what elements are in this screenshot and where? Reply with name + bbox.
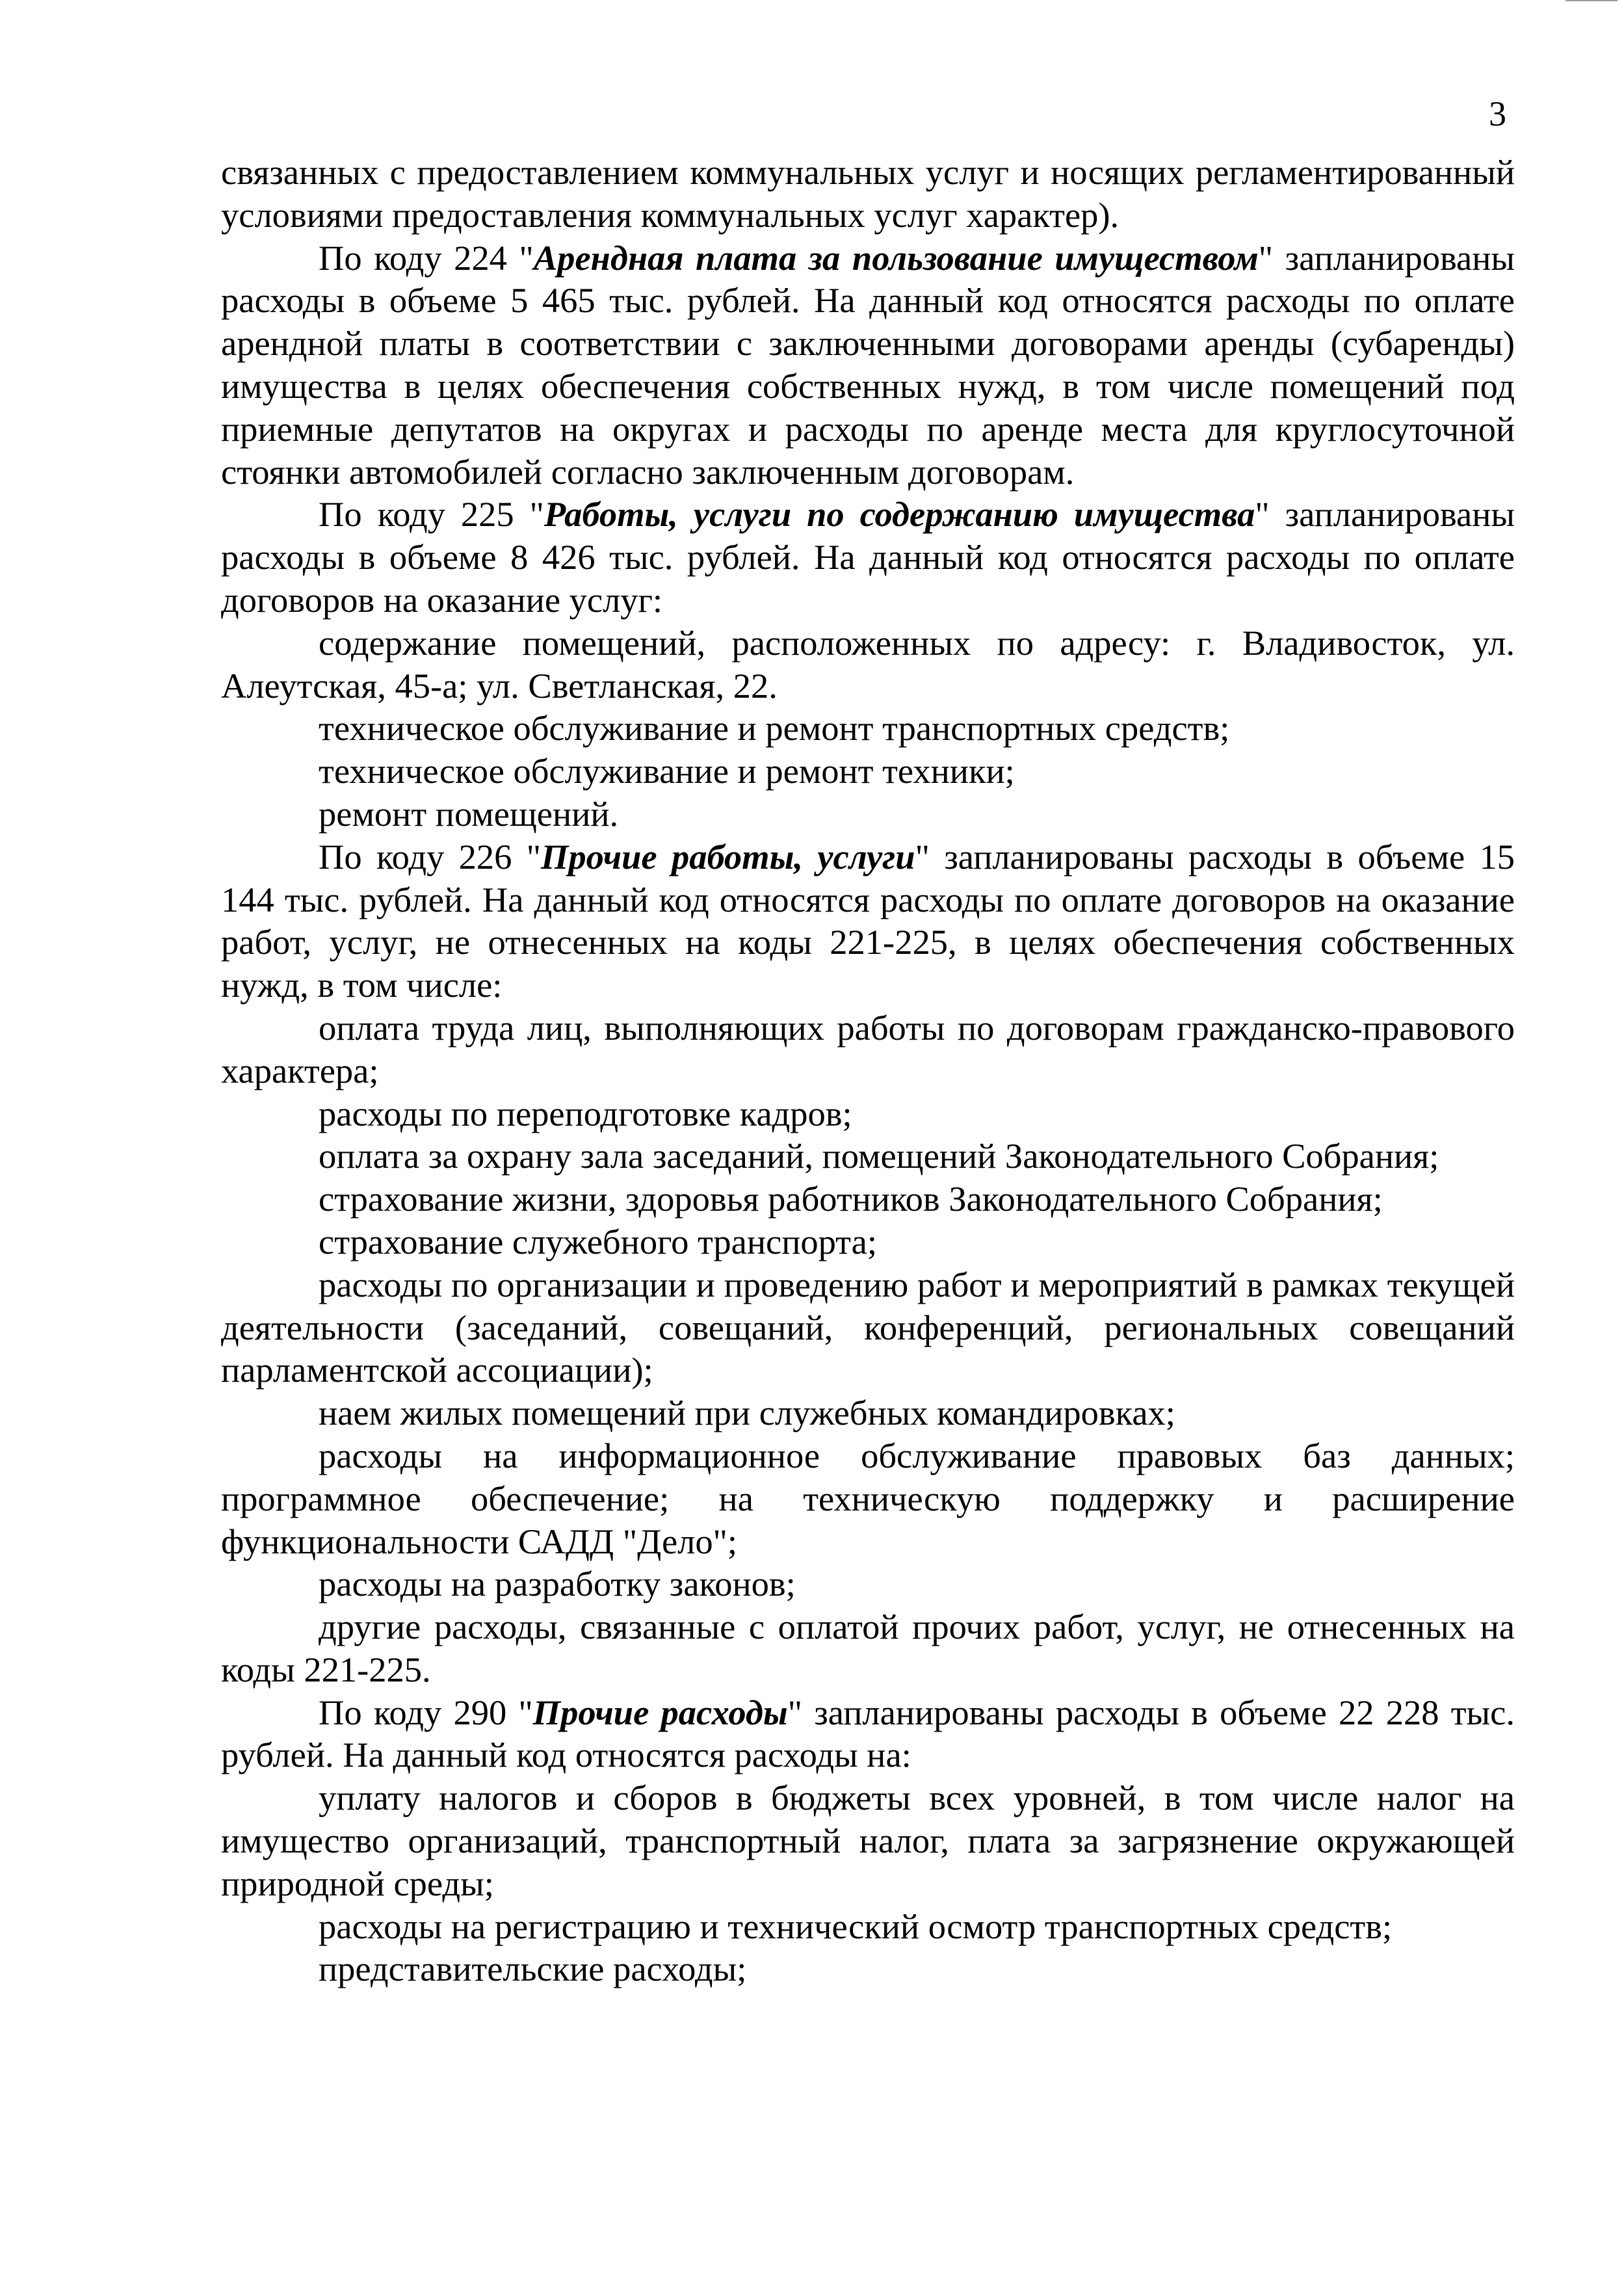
list-item-text: техническое обслуживание и ремонт техники; <box>319 751 1015 791</box>
list-item-text: страхование служебного транспорта; <box>319 1221 877 1261</box>
list-item-text: другие расходы, связанные с оплатой прочих работ, услуг, не отнесенных на коды 221-225. <box>221 1607 1515 1689</box>
list-item-text: ремонт помещений. <box>319 793 619 834</box>
code-description: " запланированы расходы в объеме 8 426 тыс. рублей. На данный код относятся расходы по оплате договоров на оказание услуг: <box>221 494 1515 620</box>
list-item-text: оплата за охрану зала заседаний, помещений Законодательного Собрания; <box>319 1136 1439 1176</box>
code-description: " запланированы расходы в объеме 15 144 тыс. рублей. На данный код относятся расходы по оплате договоров на оказание работ, услуг, не отнесенных на коды 221-225, в целях обеспечения собственных нужд, в том числе: <box>221 836 1515 1005</box>
paragraph-code-290 <box>221 1691 1515 1777</box>
list-item <box>221 1947 1515 1990</box>
list-item-text: уплату налогов и сборов в бюджеты всех уровней, в том числе налог на имущество организаций, транспортный налог, плата за загрязнение окружающей природной среды; <box>221 1778 1515 1903</box>
list-item <box>221 1007 1515 1092</box>
code-title-224: Арендная плата за пользование имуществом <box>533 237 1259 278</box>
code-intro: По коду 290 " <box>319 1692 533 1732</box>
list-item <box>221 1605 1515 1691</box>
list-item <box>221 1562 1515 1605</box>
list-item <box>221 750 1515 793</box>
list-item-text: расходы на регистрацию и технический осмотр транспортных средств; <box>319 1906 1393 1946</box>
list-item-text: страхование жизни, здоровья работников Законодательного Собрания; <box>319 1179 1383 1219</box>
code-description: " запланированы расходы в объеме 22 228 тыс. рублей. На данный код относятся расходы на: <box>221 1692 1515 1775</box>
list-item-text: расходы по переподготовке кадров; <box>319 1093 852 1133</box>
list-item-text: наем жилых помещений при служебных командировках; <box>319 1393 1175 1433</box>
list-item-text: содержание помещений, расположенных по адресу: г. Владивосток, ул. Алеутская, 45-а; ул. Светланская, 22. <box>221 622 1515 705</box>
paragraph-text: связанных с предоставлением коммунальных услуг и носящих регламентированный условиями предоставления коммунальных услуг характер). <box>221 152 1515 235</box>
paragraph-code-225 <box>221 493 1515 621</box>
list-item <box>221 1905 1515 1948</box>
list-item <box>221 622 1515 707</box>
list-item <box>221 707 1515 750</box>
code-title-290: Прочие расходы <box>532 1692 788 1732</box>
list-item-text: расходы на информационное обслуживание правовых баз данных; программное обеспечение; на техническую поддержку и расширение функциональности САДД "Дело"; <box>221 1435 1515 1561</box>
list-item <box>221 1434 1515 1562</box>
list-item <box>221 1391 1515 1434</box>
list-item-text: оплата труда лиц, выполняющих работы по договорам гражданско-правового характера; <box>221 1007 1515 1090</box>
document-body <box>221 151 1515 1990</box>
list-item-text: техническое обслуживание и ремонт транспортных средств; <box>319 708 1230 748</box>
code-intro: По коду 225 " <box>319 494 544 534</box>
list-item <box>221 1776 1515 1905</box>
list-item-text: представительские расходы; <box>319 1949 747 1989</box>
list-item <box>221 793 1515 836</box>
scan-edge-mark <box>1565 0 1617 4</box>
page-number: 3 <box>1489 94 1506 133</box>
paragraph-code-224 <box>221 237 1515 494</box>
code-intro: По коду 224 " <box>319 237 534 278</box>
code-intro: По коду 226 " <box>319 836 542 877</box>
list-item <box>221 1220 1515 1263</box>
list-item-text: расходы на разработку законов; <box>319 1564 796 1604</box>
code-description: " запланированы расходы в объеме 5 465 тыс. рублей. На данный код относятся расходы по оплате арендной платы в соответствии с заключенными договорами аренды (субаренды) имущества в целях обеспечения собственных нужд, в том числе помещений под приемные депутатов на округах и расходы по аренде места для круглосуточной стоянки автомобилей согласно заключенным договорам. <box>221 237 1515 492</box>
list-item <box>221 1263 1515 1391</box>
code-title-226: Прочие работы, услуги <box>541 836 915 877</box>
list-item <box>221 1178 1515 1220</box>
list-item-text: расходы по организации и проведению работ и мероприятий в рамках текущей деятельности (заседаний, совещаний, конференций, региональных совещаний парламентской ассоциации); <box>221 1264 1515 1390</box>
paragraph-code-226 <box>221 836 1515 1007</box>
list-item <box>221 1092 1515 1135</box>
paragraph-continuation <box>221 151 1515 237</box>
list-item <box>221 1135 1515 1178</box>
code-title-225: Работы, услуги по содержанию имущества <box>544 494 1255 534</box>
